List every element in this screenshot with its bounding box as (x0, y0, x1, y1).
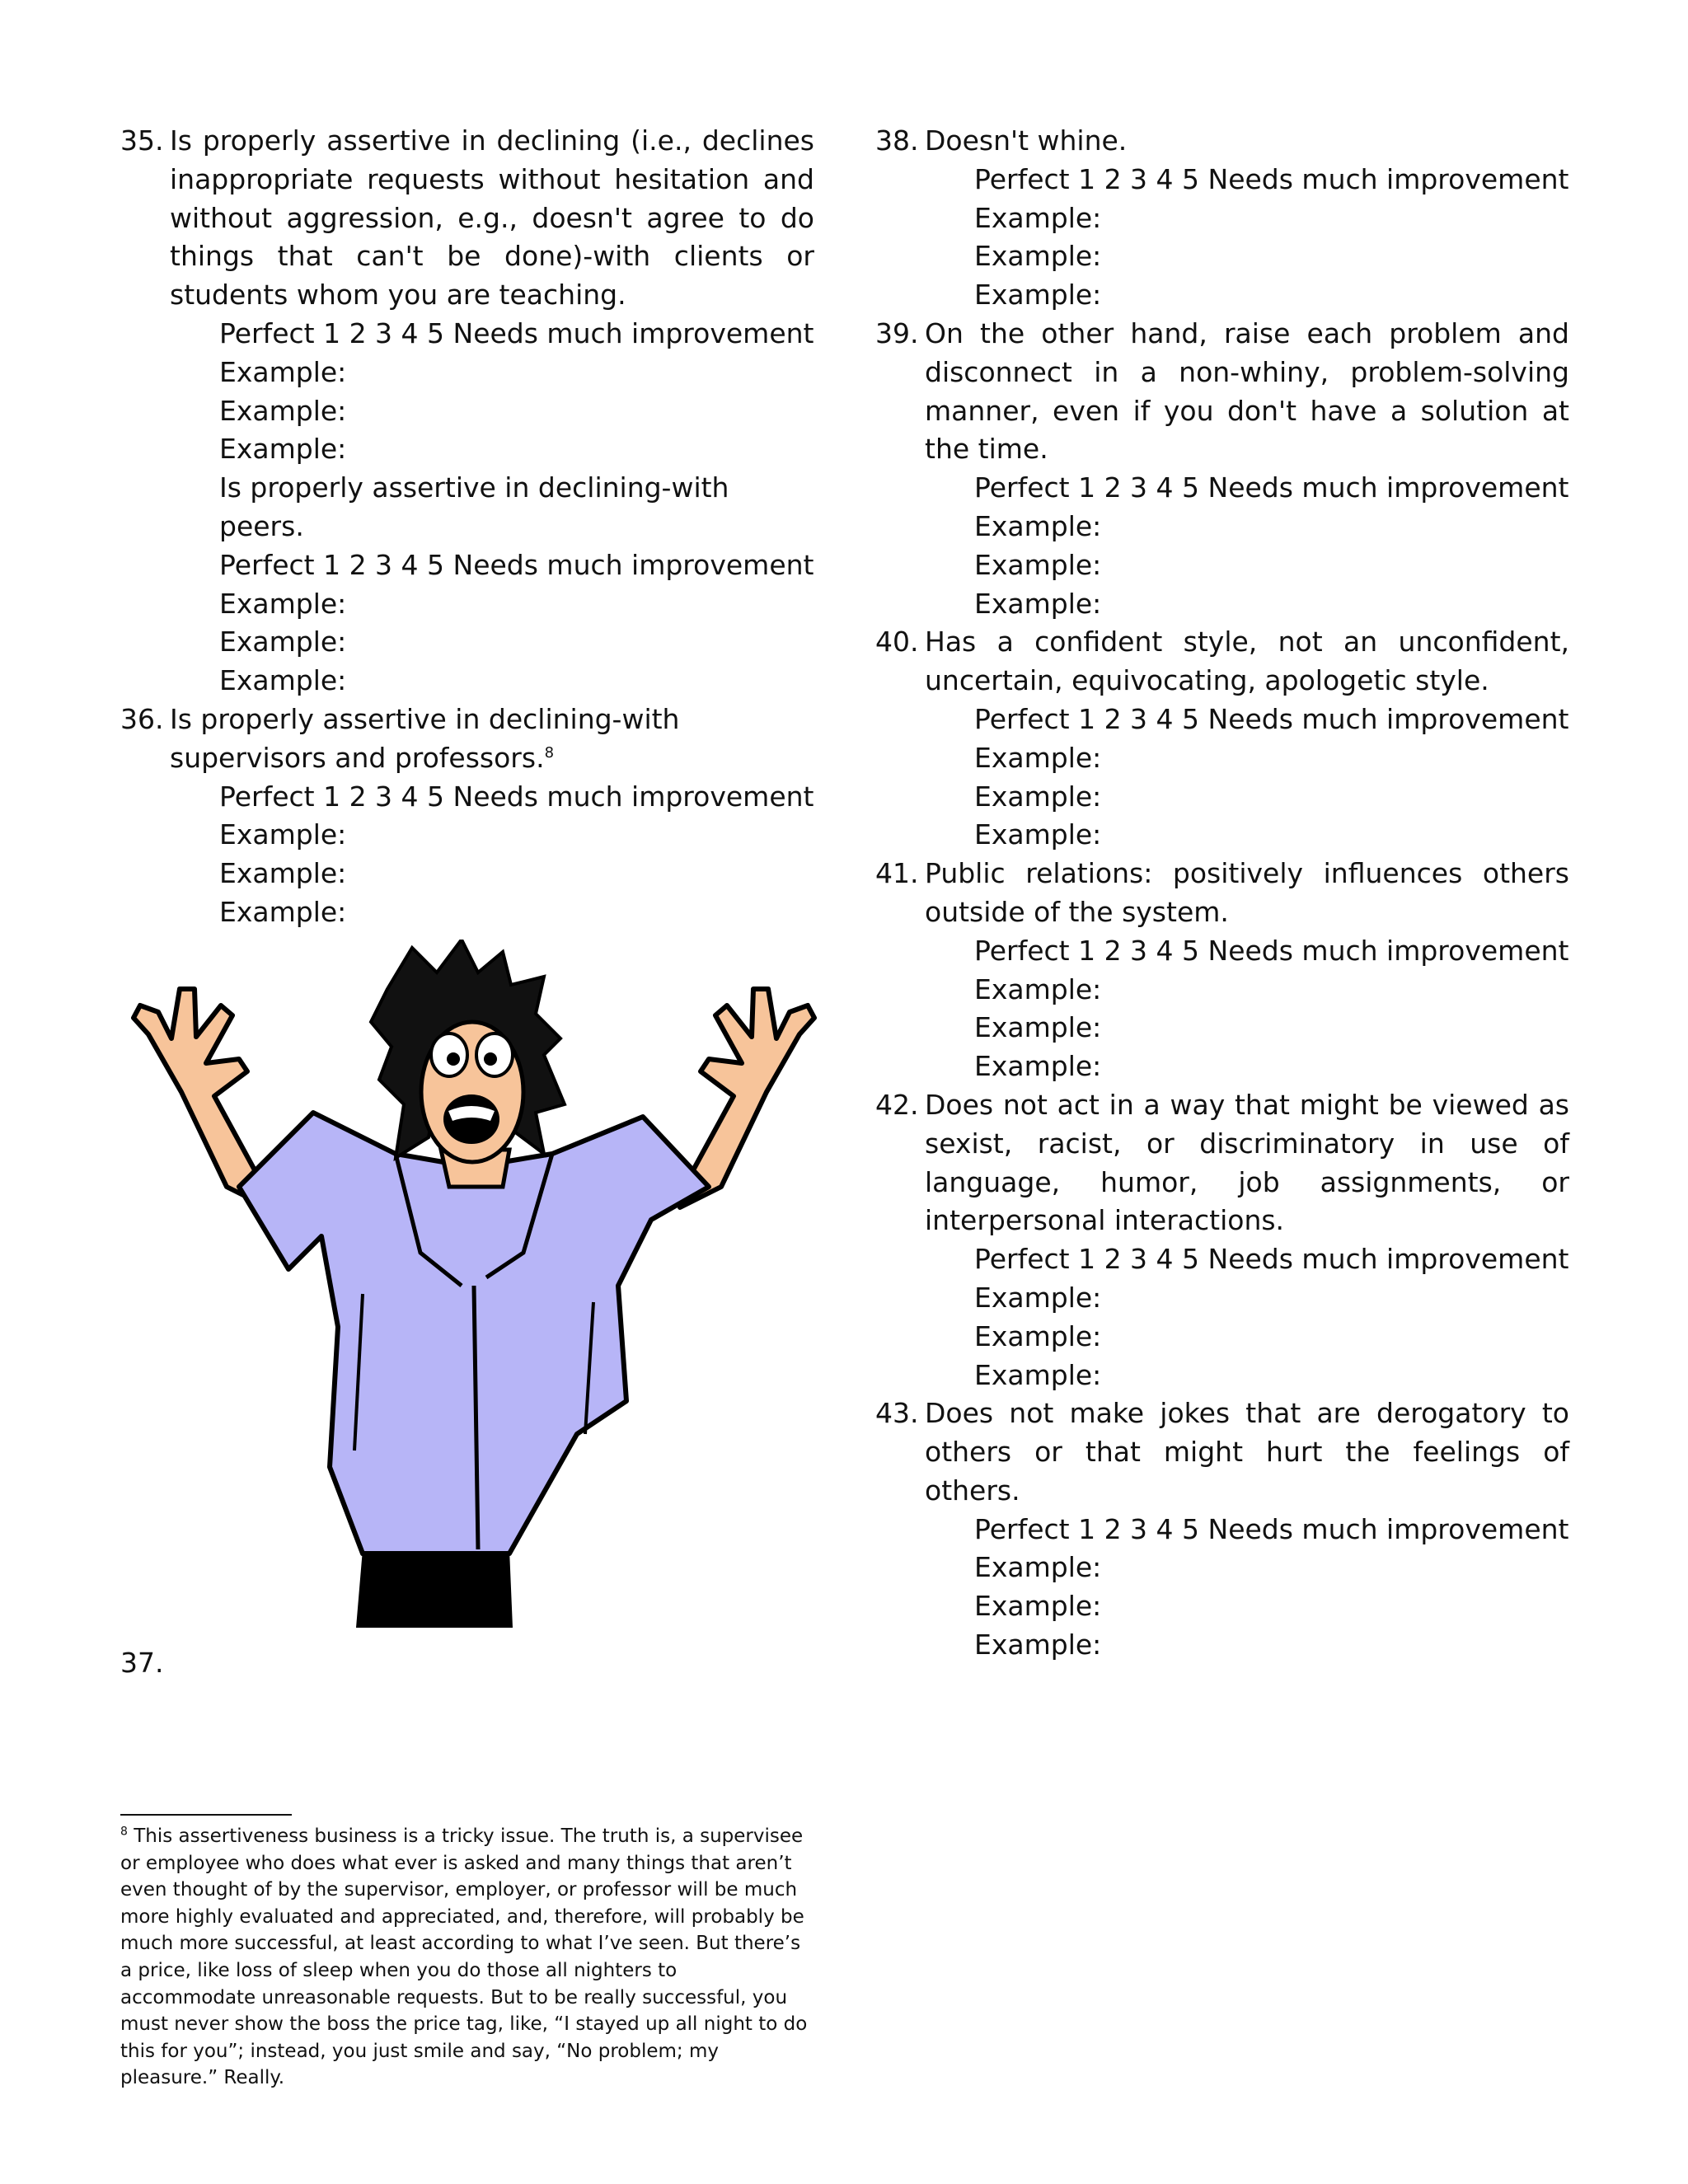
item-40 (875, 623, 1569, 855)
example-label: Example: (974, 548, 1102, 581)
sub-question: Is properly assertive in declining-with peers. (219, 471, 729, 542)
example-label: Example: (974, 1358, 1102, 1391)
rating-scale: Perfect 1 2 3 4 5 Needs much improvement (219, 316, 814, 349)
example-label: Example: (974, 1011, 1102, 1044)
footnote-text: This assertiveness business is a tricky issue. The truth is, a supervisee or employee who does what ever is asked and many things that aren’t even thought of by the supervisor, employer, or professor will be much more highly evaluated and appreciated, and, therefore, will probably be much more successful, at least according to what I’ve seen. But there’s a price, like loss of sleep when you do those all nighters to accommodate unreasonable requests. But to be really successful, you must never show the boss the price tag, like, “I stayed up all night to do this for you”; instead, you just smile and say, “No problem; my pleasure.” Really. (120, 1825, 808, 2089)
cartoon-figure (115, 940, 824, 1632)
rating-scale: Perfect 1 2 3 4 5 Needs much improvement (219, 780, 814, 813)
example-label: Example: (219, 818, 347, 851)
item-number: 38. (875, 124, 919, 157)
example-label: Example: (219, 587, 347, 620)
item-35 (120, 122, 814, 701)
item-41 (875, 855, 1569, 1086)
footnote (120, 1823, 818, 2092)
cartoon-man-arms-raised-icon (115, 940, 824, 1632)
item-text-body: Is properly assertive in declining-with supervisors and professors. (170, 702, 680, 774)
example-label: Example: (974, 1281, 1102, 1314)
example-label: Example: (974, 741, 1102, 774)
item-37: 37. (120, 1647, 164, 1679)
example-label: Example: (974, 818, 1102, 851)
rating-scale: Perfect 1 2 3 4 5 Needs much improvement (974, 1243, 1569, 1276)
example-label: Example: (219, 355, 347, 388)
example-label: Example: (974, 1319, 1102, 1352)
rating-scale: Perfect 1 2 3 4 5 Needs much improvement (219, 548, 814, 581)
example-label: Example: (974, 240, 1102, 273)
rating-scale: Perfect 1 2 3 4 5 Needs much improvement (974, 162, 1569, 195)
item-number: 41. (875, 857, 919, 890)
item-38 (875, 122, 1569, 315)
example-label: Example: (974, 1590, 1102, 1623)
rating-scale: Perfect 1 2 3 4 5 Needs much improvement (974, 1512, 1569, 1545)
example-label: Example: (974, 587, 1102, 620)
item-number: 35. (120, 124, 164, 157)
item-number: 40. (875, 626, 919, 658)
item-36 (120, 701, 814, 932)
rating-scale: Perfect 1 2 3 4 5 Needs much improvement (974, 702, 1569, 735)
item-text: Doesn't whine. (925, 124, 1128, 157)
example-label: Example: (974, 279, 1102, 312)
left-column (120, 122, 814, 932)
item-text: Public relations: positively influences others outside of the system. (925, 857, 1569, 928)
item-number: 42. (875, 1088, 919, 1121)
item-text: Does not make jokes that are derogatory to others or that might hurt the feelings of others. (925, 1397, 1569, 1507)
item-text (170, 701, 814, 778)
rating-scale: Perfect 1 2 3 4 5 Needs much improvement (974, 934, 1569, 967)
item-number: 43. (875, 1397, 919, 1430)
item-42 (875, 1086, 1569, 1394)
item-number: 36. (120, 702, 164, 735)
item-39 (875, 315, 1569, 623)
example-label: Example: (974, 509, 1102, 542)
example-label: Example: (974, 780, 1102, 813)
example-label: Example: (974, 1629, 1102, 1661)
example-label: Example: (974, 1050, 1102, 1083)
item-43 (875, 1394, 1569, 1665)
footnote-ref: 8 (544, 743, 555, 762)
item-text: On the other hand, raise each problem and disconnect in a non-whiny, problem-solving manner, even if you don't have a solution at the time. (925, 316, 1569, 466)
example-label: Example: (219, 664, 347, 697)
example-label: Example: (219, 626, 347, 658)
example-label: Example: (219, 857, 347, 890)
rating-scale: Perfect 1 2 3 4 5 Needs much improvement (974, 471, 1569, 504)
example-label: Example: (974, 1551, 1102, 1584)
item-number: 39. (875, 316, 919, 349)
item-text: Is properly assertive in declining (i.e., declines inappropriate requests without hesitation and without aggression, e.g., doesn't agree to do things that can't be done)-with clients or students whom you are teaching. (170, 124, 814, 312)
example-label: Example: (219, 433, 347, 466)
example-label: Example: (974, 201, 1102, 234)
item-text: Has a confident style, not an unconfident, uncertain, equivocating, apologetic style. (925, 626, 1569, 697)
example-label: Example: (974, 972, 1102, 1005)
footnote-separator (120, 1814, 292, 1816)
item-text: Does not act in a way that might be viewed as sexist, racist, or discriminatory in use of language, humor, job assignments, or interpersonal interactions. (925, 1088, 1569, 1237)
right-column (875, 122, 1569, 1665)
example-label: Example: (219, 895, 347, 928)
footnote-number: 8 (120, 1825, 128, 1839)
example-label: Example: (219, 394, 347, 427)
